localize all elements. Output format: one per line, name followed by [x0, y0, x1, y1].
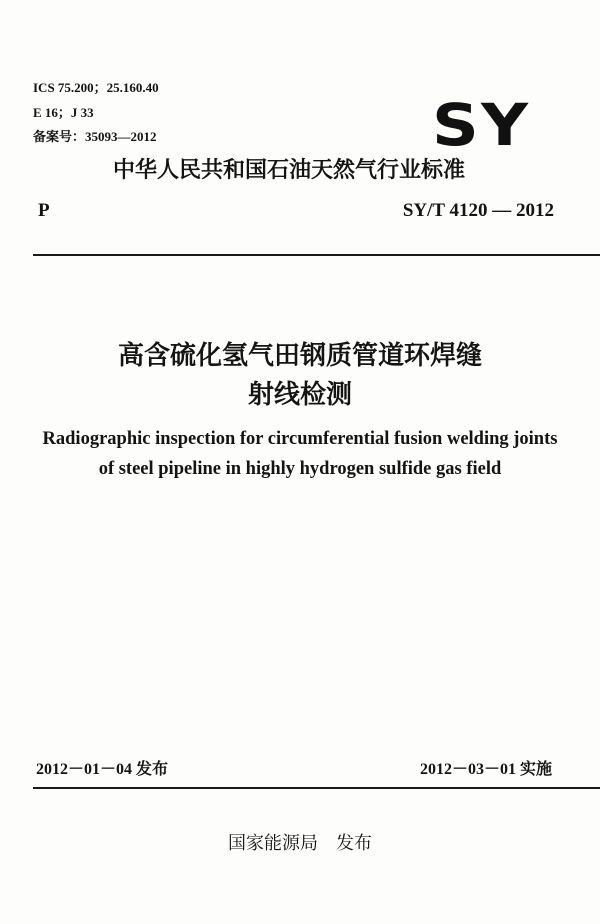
issue-date: 2012－01－04 发布	[36, 761, 169, 778]
implementation-date: 2012－03－01 实施	[419, 761, 552, 778]
footer-divider	[33, 787, 600, 789]
title-english-line2: of steel pipeline in highly hydrogen sulfide gas field	[98, 459, 502, 479]
standard-organization: 中华人民共和国石油天然气行业标准	[113, 158, 466, 183]
category-letter: P	[38, 200, 50, 221]
classification-code: E 16；J 33	[33, 105, 94, 120]
header-divider	[33, 254, 600, 256]
publisher: 国家能源局 发布	[228, 833, 372, 854]
record-number: 备案号：35093—2012	[33, 129, 157, 144]
title-english-line1: Radiographic inspection for circumferential fusion welding joints	[42, 429, 558, 449]
title-chinese-line1: 高含硫化氢气田钢质管道环焊缝	[117, 341, 482, 371]
title-chinese-line2: 射线检测	[247, 380, 352, 410]
ics-code: ICS 75.200；25.160.40	[33, 80, 159, 95]
sy-logo: SY	[432, 91, 531, 159]
standard-number: SY/T 4120 — 2012	[402, 200, 554, 221]
